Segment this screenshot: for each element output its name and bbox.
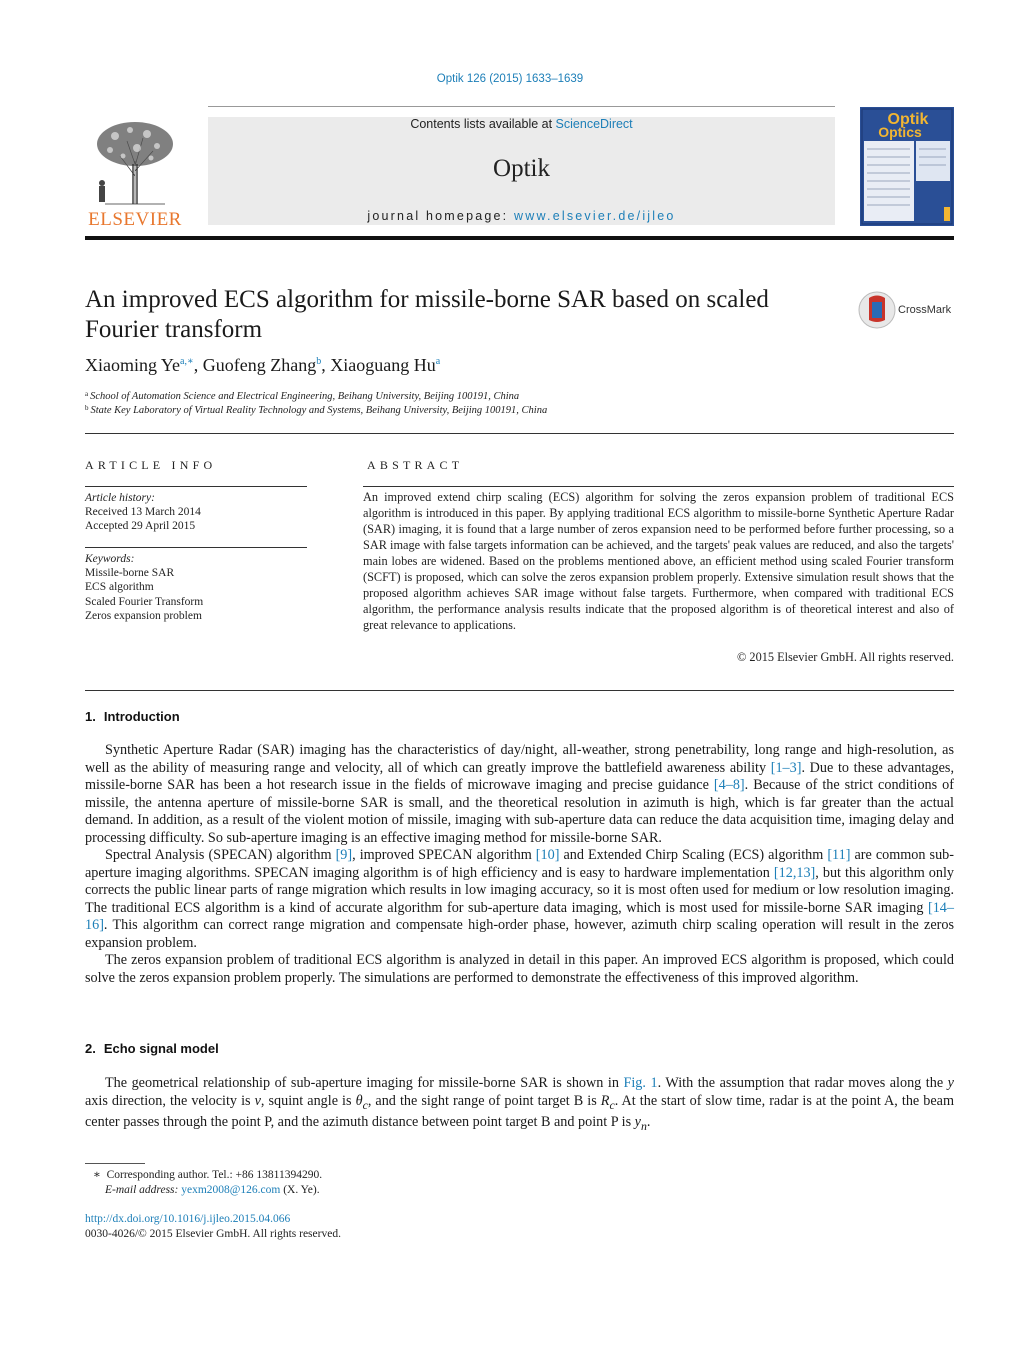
elsevier-wordmark: ELSEVIER — [88, 209, 182, 230]
affiliation-mark: b — [85, 404, 89, 412]
homepage-prefix: journal homepage: — [367, 209, 515, 223]
homepage-link[interactable]: www.elsevier.de/ijleo — [514, 209, 676, 223]
paragraph: Synthetic Aperture Radar (SAR) imaging has the characteristics of day/night, all-weather, strong penetrability, long range and high-resolution, as well as the ability of measuring range and velocity, all of which can greatly improve the battlefield awareness ability [1–3]. Due to these advantages, missile-borne SAR has been a hot research issue in the fields of microwave imaging and precise guidance [4–8]. Because of the strict conditions of missile, the antenna aperture of missile-borne SAR is small, and the theoretical resolution in azimuth is high, which is far greater than the actual demand. In addition, as a result of the violent motion of missile, imaging with sub-aperture data can reduce the data acquisition time, imaging delay and processing difficulty. So sub-aperture imaging is an effective imaging method for missile-borne SAR. — [85, 742, 955, 846]
author-name[interactable]: Xiaoming Ye — [85, 355, 181, 375]
keyword-item: Scaled Fourier Transform — [85, 595, 204, 608]
issn-line: 0030-4026/© 2015 Elsevier GmbH. All rights reserved. — [85, 1228, 341, 1240]
email-link[interactable]: yexm2008@126.com — [181, 1184, 281, 1196]
abstract-text: An improved extend chirp scaling (ECS) algorithm for solving the zeros expansion problem of traditional ECS algorithm is introduced in this paper. By applying traditional ECS algorithm to missile-borne Synthetic Aperture Radar (SAR) imaging, it is found that a large number of zeros expansion need to be performed before further processing, so a SAR image with false targets information can be achieved, and the targets' peak values are reduced, and also the targets' main lobes are widened. Based on the problems mentioned above, an efficient method using scaled Fourier transform (SCFT) is proposed, which can solve the zeros expansion problem properly. Extensive simulation result shows that the proposed algorithm achieves SAR image without false targets. Furthermore, when compared with traditional ECS algorithm, the performance analysis results indicate that the proposed algorithm is of theoretical interest and also of great relevance to applications. — [363, 490, 954, 632]
reference-link[interactable]: [12,13] — [773, 864, 816, 881]
abstract-copyright: © 2015 Elsevier GmbH. All rights reserved. — [737, 650, 954, 664]
journal-homepage-line — [208, 209, 835, 223]
introduction-body — [85, 742, 954, 987]
author-separator: , — [193, 355, 203, 375]
keyword-item: ECS algorithm — [85, 581, 154, 594]
affiliation-text: State Key Laboratory of Virtual Reality Technology and Systems, Beihang University, Beijing 100191, China — [90, 405, 548, 416]
abstract-rule — [363, 486, 954, 487]
email-suffix: (X. Ye). — [280, 1184, 320, 1196]
section-title: Introduction — [103, 709, 180, 724]
author-affiliation-mark[interactable]: a — [435, 356, 441, 367]
section-title: Echo signal model — [103, 1041, 219, 1056]
author-name[interactable]: Guofeng Zhang — [202, 355, 317, 375]
affiliation-b — [85, 404, 547, 416]
cover-subtitle: Optics — [878, 124, 922, 140]
sciencedirect-link[interactable]: ScienceDirect — [555, 117, 633, 131]
reference-link[interactable]: [10] — [535, 847, 560, 863]
author-affiliation-mark[interactable]: a,∗ — [180, 356, 194, 367]
author-separator: , — [321, 355, 331, 375]
publisher-logo — [85, 116, 185, 228]
author-name[interactable]: Xiaoguang Hu — [330, 355, 436, 375]
journal-masthead — [208, 117, 835, 225]
corresponding-author-note — [93, 1168, 322, 1183]
keywords-rule — [85, 547, 307, 548]
reference-link[interactable]: [9] — [335, 847, 353, 863]
corresponding-text: Corresponding author. Tel.: +86 13811394290. — [106, 1169, 323, 1181]
paragraph: The geometrical relationship of sub-aperture imaging for missile-borne SAR is shown in Fig. 1. With the assumption that radar moves along the y axis direction, the velocity is v, squint angle is $\theta_c$, and the sight range of point target B is $R_c$. At the start of slow time, radar is at the point A, the beam center passes through the point P, and the azimuth distance between point target B and point P is $y_n$. — [85, 1075, 955, 1133]
affiliation-a — [85, 390, 519, 402]
figure-link[interactable]: Fig. 1 — [623, 1075, 658, 1091]
header-top-rule — [208, 106, 835, 107]
cover-title: Optik — [887, 111, 929, 128]
elsevier-tree-icon — [85, 116, 185, 206]
contents-prefix: Contents lists available at — [410, 117, 556, 131]
keywords-block — [85, 552, 203, 623]
echo-signal-body — [85, 1075, 954, 1135]
received-date: Received 13 March 2014 — [85, 506, 201, 519]
contents-line — [208, 117, 835, 131]
reference-link[interactable]: [11] — [827, 847, 851, 863]
journal-cover-image[interactable] — [860, 107, 954, 226]
email-note — [105, 1183, 320, 1198]
email-label: E-mail address: — [105, 1184, 182, 1196]
article-info-heading: ARTICLE INFO — [85, 458, 217, 472]
doi-link[interactable]: http://dx.doi.org/10.1016/j.ijleo.2015.04.066 — [85, 1213, 291, 1225]
masthead-bottom-rule — [85, 236, 954, 240]
affiliation-mark: a — [85, 390, 89, 398]
affiliation-text: School of Automation Science and Electrical Engineering, Beihang University, Beijing 100191, China — [90, 391, 520, 402]
section-number: 1. — [85, 709, 96, 724]
keywords-label: Keywords: — [85, 553, 135, 565]
crossmark-badge[interactable] — [858, 290, 958, 330]
crossmark-icon — [858, 290, 896, 330]
section-heading-echo-signal-model — [85, 1041, 219, 1056]
crossmark-label: CrossMark — [898, 304, 952, 316]
paragraph: Spectral Analysis (SPECAN) algorithm [9], improved SPECAN algorithm [10] and Extended Chirp Scaling (ECS) algorithm [11] are common sub-aperture imaging algorithms. SPECAN imaging algorithm is of high efficiency and is easy to hardware implementation [12,13], but this algorithm only corrects the public linear parts of range migration which results in low imaging accuracy, so it is most often used for medium or low resolution imaging. The traditional ECS algorithm is a kind of accurate algorithm for sub-aperture data imaging, which is most used for missile-borne SAR imaging [14–16]. This algorithm can correct range migration and compensate high-order phase, however, azimuth chirp scaling operation will result in the zeros expansion problem. — [85, 847, 955, 951]
reference-link[interactable]: [4–8] — [713, 777, 745, 793]
reference-link[interactable]: [1–3] — [770, 759, 802, 776]
article-title: An improved ECS algorithm for missile-borne SAR based on scaled Fourier transform — [85, 286, 769, 343]
author-affiliation-mark[interactable]: b — [316, 356, 322, 367]
journal-name: Optik — [493, 155, 550, 182]
section-number: 2. — [85, 1041, 96, 1056]
article-info-rule — [85, 486, 307, 487]
journal-citation[interactable]: Optik 126 (2015) 1633–1639 — [436, 73, 584, 85]
history-label: Article history: — [85, 492, 155, 504]
doi-block — [85, 1212, 341, 1242]
section-heading-introduction — [85, 709, 180, 724]
accepted-date: Accepted 29 April 2015 — [85, 520, 196, 533]
abstract-bottom-rule — [85, 690, 954, 691]
keyword-item: Zeros expansion problem — [85, 609, 202, 622]
abstract-heading: ABSTRACT — [367, 458, 464, 472]
footnote-rule — [85, 1163, 145, 1164]
article-history — [85, 491, 201, 534]
reference-link[interactable]: [14–16] — [85, 899, 954, 933]
paragraph: The zeros expansion problem of traditional ECS algorithm is analyzed in detail in this paper. An improved ECS algorithm is proposed, which could solve the zeros expansion problem properly. The simulations are performed to demonstrate the effectiveness of this improved algorithm. — [85, 952, 954, 986]
footnote-star: ∗ — [93, 1169, 101, 1181]
affiliation-bottom-rule — [85, 433, 954, 434]
author-list — [85, 355, 440, 376]
keyword-item: Missile-borne SAR — [85, 567, 175, 580]
